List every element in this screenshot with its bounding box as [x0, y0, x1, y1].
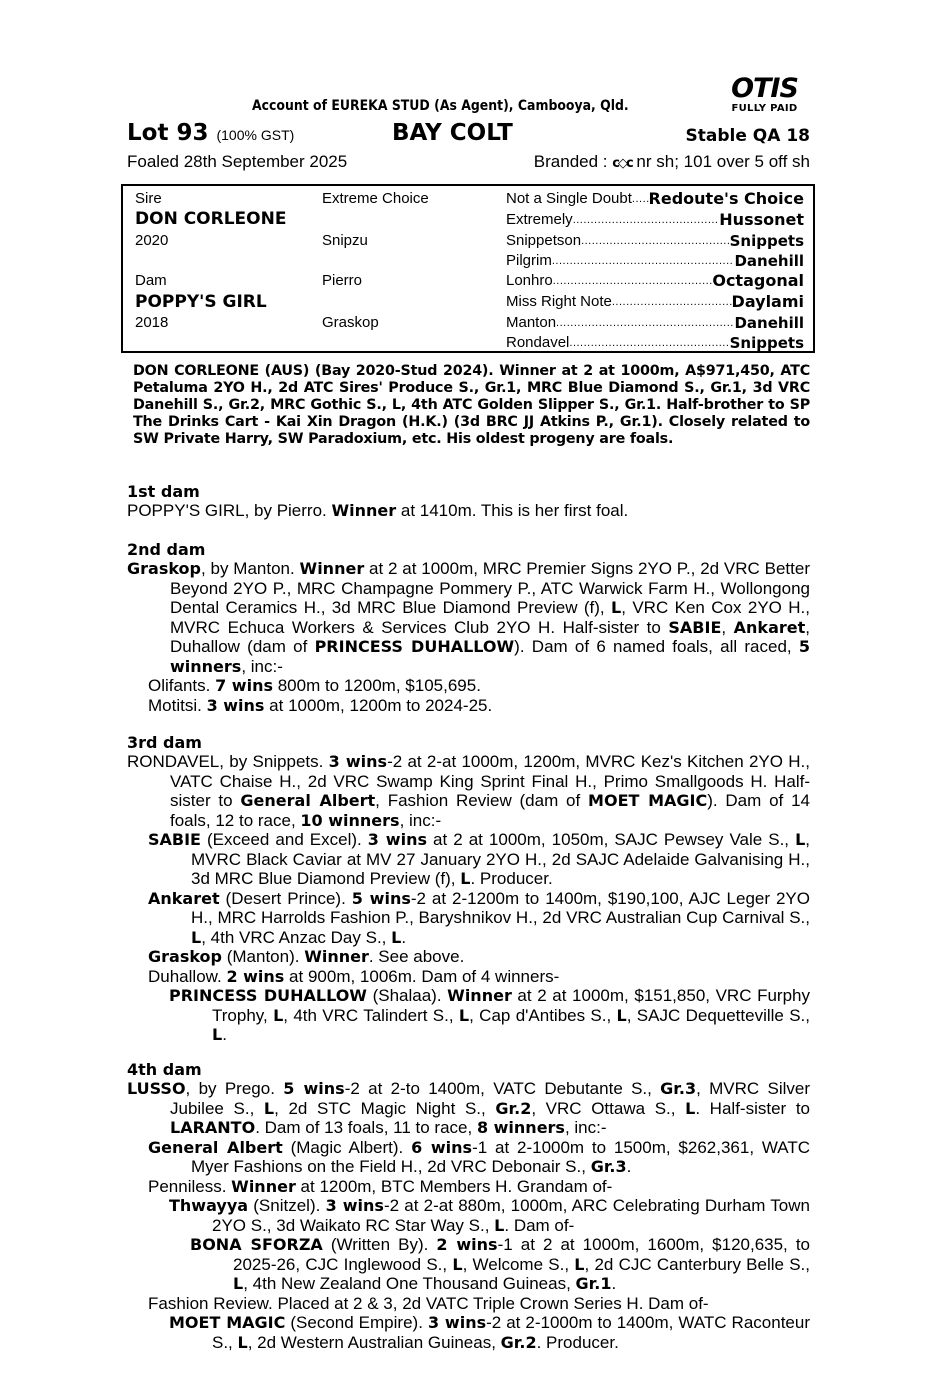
progeny-entry: Ankaret (Desert Prince). 5 wins-2 at 2-1200m to 1400m, $190,100, AJC Leger 2YO H., MRC Harrolds Fashion P., Baryshnikov H., 2d VRC Australian Cup Carnival S., L, 4th VRC Anzac Day S., L. [148, 888, 810, 947]
progeny-entry: MOET MAGIC (Second Empire). 3 wins-2 at 2-1000m to 1400m, WATC Raconteur S., L, 2d Western Australian Guineas, Gr.2. Producer. [169, 1313, 810, 1352]
great-grandparent-row [506, 232, 804, 250]
great-grandparent-row [506, 334, 804, 352]
grandsire-paternal: Extreme Choice [322, 190, 429, 207]
ggp-name: Rondavel [506, 334, 570, 351]
lot-number [127, 120, 294, 146]
progeny-entry: BONA SFORZA (Written By). 2 wins-1 at 2 at 1000m, 1600m, $120,635, to 2025-26, CJC Inglewood S., L, Welcome S., L, 2d CJC Canterbury Belle S., L, 4th New Zealand One Thousand Guineas, Gr.1. [190, 1235, 811, 1293]
brand-mark-icon: c◇c [612, 156, 632, 171]
ggp-name: Pilgrim [506, 252, 552, 269]
third-dam-section [127, 733, 810, 1045]
progeny-entry: PRINCESS DUHALLOW (Shalaa). Winner at 2 at 1000m, $151,850, VRC Furphy Trophy, L, 4th VRC Talindert S., L, Cap d'Antibes S., L, SAJC Dequetteville S., L. [169, 986, 811, 1044]
otis-logo-mark: OTIS [731, 73, 798, 104]
fully-paid-label: FULLY PAID [731, 103, 798, 114]
granddam-paternal: Snipzu [322, 232, 368, 249]
section-title: 1st dam [127, 482, 200, 501]
sire-year: 2020 [135, 232, 169, 249]
ggp-sire: Redoute's Choice [648, 189, 804, 208]
great-grandparent-row [506, 293, 804, 311]
ggp-name: Manton [506, 314, 557, 331]
ggp-sire: Snippets [729, 232, 804, 250]
branded-label: Branded : [533, 152, 608, 171]
ggp-sire: Daylami [731, 292, 804, 311]
ggp-name: Extremely [506, 211, 573, 228]
section-title: 4th dam [127, 1060, 202, 1079]
ggp-name: Lonhro [506, 272, 553, 289]
dam-name: POPPY'S GIRL [135, 292, 267, 312]
ggp-sire: Octagonal [712, 271, 804, 290]
ggp-name: Not a Single Doubt [506, 190, 632, 207]
ggp-sire: Danehill [734, 314, 804, 332]
progeny-entry: Graskop (Manton). Winner. See above. [148, 947, 465, 966]
dam-label: Dam [135, 272, 167, 289]
sire-label: Sire [135, 190, 162, 207]
section-title: 3rd dam [127, 733, 202, 752]
progeny-entry: Olifants. 7 wins 800m to 1200m, $105,695. [148, 676, 481, 695]
leader-dots [612, 293, 732, 311]
progeny-entry: Fashion Review. Placed at 2 & 3, 2d VATC Triple Crown Series H. Dam of- [148, 1293, 709, 1313]
leader-dots [573, 211, 720, 229]
leader-dots [632, 190, 649, 208]
ggp-name: Snippetson [506, 232, 582, 249]
sire-description: DON CORLEONE (AUS) (Bay 2020-Stud 2024). Winner at 2 at 1000m, A$971,450, ATC Petaluma 2YO H., 2d ATC Sires' Produce S., Gr.1, MRC Blue Diamond S., Gr.1, 3d VRC Danehill S., Gr.2, MRC Gothic S., L, 4th ATC Golden Slipper S., Gr.1. Half-brother to SP The Drinks Cart - Kai Xin Dragon (H.K.) (3d BRC JJ Atkins P., Gr.1). Closely related to SW Private Harry, SW Paradoxium, etc. His oldest progeny are foals. [133, 363, 810, 447]
first-dam-section [127, 482, 810, 521]
gst-note: (100% GST) [216, 127, 295, 143]
ggp-sire: Hussonet [719, 210, 804, 229]
dam-entry: Graskop, by Manton. Winner at 2 at 1000m, MRC Premier Signs 2YO P., 2d VRC Better Beyond 2YO P., MRC Champagne Pommery P., ATC Warwick Farm H., Wollongong Dental Ceramics H., 3d MRC Blue Diamond Preview (f), L, VRC Ken Cox 2YO H., MVRC Echuca Workers & Services Club 2YO H. Half-sister to SABIE, Ankaret, Duhallow (dam of PRINCESS DUHALLOW). Dam of 6 named foals, all raced, 5 winners, inc:- [127, 559, 811, 676]
horse-sex-color: BAY COLT [392, 120, 513, 146]
sire-name: DON CORLEONE [135, 209, 287, 229]
leader-dots [553, 272, 713, 290]
second-dam-section [127, 540, 810, 715]
leader-dots [552, 252, 735, 270]
progeny-entry: Duhallow. 2 wins at 900m, 1006m. Dam of 4 winners- [148, 966, 560, 986]
granddam-maternal: Graskop [322, 314, 379, 331]
great-grandparent-row [506, 314, 804, 332]
lot-header [127, 120, 810, 148]
dam-entry: LUSSO, by Prego. 5 wins-2 at 2-to 1400m, VATC Debutante S., Gr.3, MVRC Silver Jubilee S., L, 2d STC Magic Night S., Gr.2, VRC Ottawa S., L. Half-sister to LARANTO. Dam of 13 foals, 11 to race, 8 winners, inc:- [127, 1079, 811, 1137]
lot-label: Lot 93 [127, 120, 209, 146]
brand-info [534, 152, 810, 172]
pedigree-table [121, 184, 815, 353]
section-title: 2nd dam [127, 540, 206, 559]
dam-year: 2018 [135, 314, 169, 331]
progeny-entry: Motitsi. 3 wins at 1000m, 1200m to 2024-25. [148, 695, 493, 715]
vendor-account: Account of EUREKA STUD (As Agent), Cambooya, Qld. [252, 98, 629, 114]
progeny-entry: SABIE (Exceed and Excel). 3 wins at 2 at 1000m, 1050m, SAJC Pewsey Vale S., L, MVRC Black Caviar at MV 27 January 2YO H., 2d SAJC Adelaide Galvanising H., 3d MRC Blue Diamond Preview (f), L. Producer. [148, 830, 810, 888]
fourth-dam-section [127, 1060, 810, 1352]
progeny-entry: General Albert (Magic Albert). 6 wins-1 at 2-1000m to 1500m, $262,361, WATC Myer Fashions on the Field H., 2d VRC Debonair S., Gr.3. [148, 1137, 811, 1176]
foaled-date: Foaled 28th September 2025 [127, 152, 348, 171]
progeny-entry: Penniless. Winner at 1200m, BTC Members H. Grandam of- [148, 1176, 613, 1196]
dam-entry: POPPY'S GIRL, by Pierro. Winner at 1410m. This is her first foal. [127, 501, 629, 520]
leader-dots [556, 314, 734, 332]
ggp-name: Miss Right Note [506, 293, 612, 310]
otis-logo [722, 75, 807, 121]
grandsire-maternal: Pierro [322, 272, 363, 289]
ggp-sire: Snippets [729, 334, 804, 352]
ggp-sire: Danehill [734, 252, 804, 270]
brand-description: nr sh; 101 over 5 off sh [636, 152, 810, 171]
stable-location: Stable QA 18 [685, 126, 810, 146]
leader-dots [581, 232, 730, 250]
leader-dots [569, 334, 729, 352]
great-grandparent-row [506, 190, 804, 208]
progeny-entry: Thwayya (Snitzel). 3 wins-2 at 2-at 880m, 1000m, ARC Celebrating Durham Town 2YO S., 3d Waikato RC Star Way S., L. Dam of- [169, 1196, 810, 1235]
great-grandparent-row [506, 252, 804, 270]
dam-entry: RONDAVEL, by Snippets. 3 wins-2 at 2-at 1000m, 1200m, MVRC Kez's Kitchen 2YO H., VATC Chaise H., 2d VRC Swamp King Sprint Final H., Primo Smallgoods H. Half-sister to General Albert, Fashion Review (dam of MOET MAGIC). Dam of 14 foals, 12 to race, 10 winners, inc:- [127, 752, 810, 830]
great-grandparent-row [506, 211, 804, 229]
great-grandparent-row [506, 272, 804, 290]
